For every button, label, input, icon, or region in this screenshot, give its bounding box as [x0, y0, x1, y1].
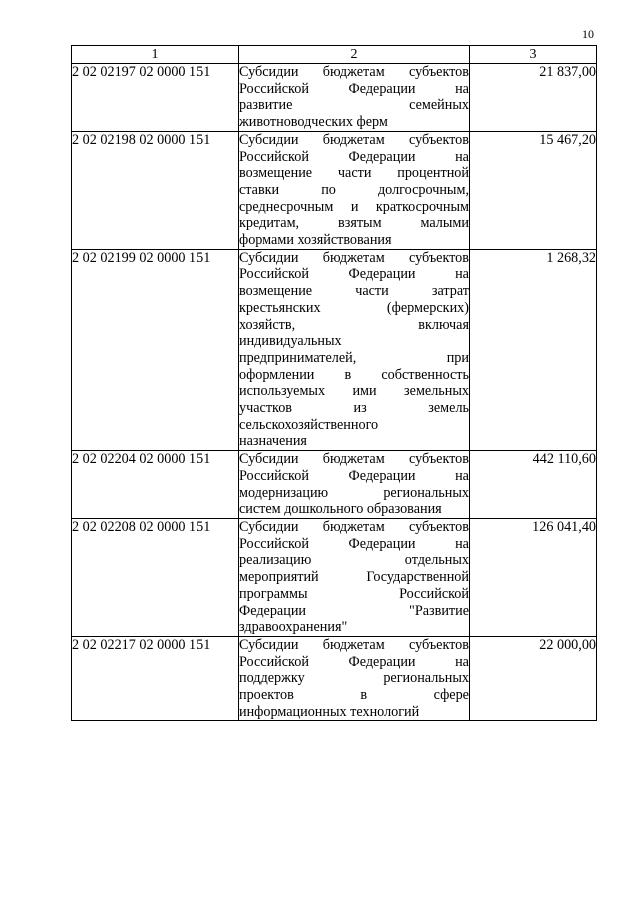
description-line: ставки по долгосрочным,: [239, 181, 469, 198]
table-row: [72, 64, 597, 132]
description-line: участков из земель: [239, 400, 469, 417]
table-row: [72, 518, 597, 636]
description-line: информационных технологий: [239, 703, 420, 720]
budget-table: [71, 45, 597, 721]
description-line: индивидуальных: [239, 333, 342, 350]
description-line: крестьянских (фермерских): [239, 299, 469, 316]
description-line: используемых ими земельных: [239, 383, 469, 400]
description-line: Российской Федерации на: [239, 80, 469, 97]
amount-value: 1 268,32: [470, 249, 597, 450]
page-number: 10: [582, 27, 594, 41]
budget-code: 2 02 02208 02 0000 151: [72, 518, 239, 636]
description-line: Российской Федерации на: [239, 467, 469, 484]
description-line: программы Российской: [239, 585, 469, 602]
description-line: реализацию отдельных: [239, 552, 469, 569]
table-row: [72, 636, 597, 721]
description-line: Российской Федерации на: [239, 535, 469, 552]
description-line: возмещение части процентной: [239, 165, 469, 182]
budget-code: 2 02 02198 02 0000 151: [72, 131, 239, 249]
description-line: мероприятий Государственной: [239, 569, 469, 586]
description-line: поддержку региональных: [239, 670, 469, 687]
description-line: предпринимателей, при: [239, 349, 469, 366]
budget-code: 2 02 02217 02 0000 151: [72, 636, 239, 721]
description-line: Российской Федерации на: [239, 266, 469, 283]
description-line: модернизацию региональных: [239, 484, 469, 501]
description-line: Субсидии бюджетам субъектов: [239, 249, 469, 266]
budget-code: 2 02 02204 02 0000 151: [72, 451, 239, 519]
amount-value: 442 110,60: [470, 451, 597, 519]
description-line: оформлении в собственность: [239, 366, 469, 383]
description-line: систем дошкольного образования: [239, 501, 442, 518]
table-row: [72, 131, 597, 249]
description-line: Субсидии бюджетам субъектов: [239, 64, 469, 80]
description-line: развитие семейных: [239, 97, 469, 114]
description-line: здравоохранения": [239, 619, 348, 636]
income-description: [239, 451, 470, 519]
column-header-1: 1: [72, 46, 239, 64]
description-line: хозяйств, включая: [239, 316, 469, 333]
table-row: [72, 249, 597, 450]
table-row: [72, 451, 597, 519]
description-line: Российской Федерации на: [239, 653, 469, 670]
description-line: кредитам, взятым малыми: [239, 215, 469, 232]
description-line: сельскохозяйственного: [239, 416, 379, 433]
column-header-3: 3: [470, 46, 597, 64]
description-line: Субсидии бюджетам субъектов: [239, 518, 469, 535]
budget-code: 2 02 02199 02 0000 151: [72, 249, 239, 450]
description-line: Федерации "Развитие: [239, 602, 469, 619]
description-line: Субсидии бюджетам субъектов: [239, 451, 469, 468]
income-description: [239, 131, 470, 249]
income-description: [239, 64, 470, 132]
table-body: [72, 64, 597, 721]
amount-value: 15 467,20: [470, 131, 597, 249]
description-line: Субсидии бюджетам субъектов: [239, 636, 469, 653]
amount-value: 21 837,00: [470, 64, 597, 132]
table-header-row: [72, 46, 597, 64]
description-line: среднесрочным и краткосрочным: [239, 198, 469, 215]
budget-code: 2 02 02197 02 0000 151: [72, 64, 239, 132]
description-line: возмещение части затрат: [239, 283, 469, 300]
income-description: [239, 249, 470, 450]
description-line: Российской Федерации на: [239, 148, 469, 165]
income-description: [239, 518, 470, 636]
description-line: проектов в сфере: [239, 687, 469, 704]
column-header-2: 2: [239, 46, 470, 64]
description-line: животноводческих ферм: [239, 114, 388, 131]
amount-value: 22 000,00: [470, 636, 597, 721]
description-line: назначения: [239, 433, 307, 450]
description-line: формами хозяйствования: [239, 232, 392, 249]
income-description: [239, 636, 470, 721]
amount-value: 126 041,40: [470, 518, 597, 636]
description-line: Субсидии бюджетам субъектов: [239, 131, 469, 148]
